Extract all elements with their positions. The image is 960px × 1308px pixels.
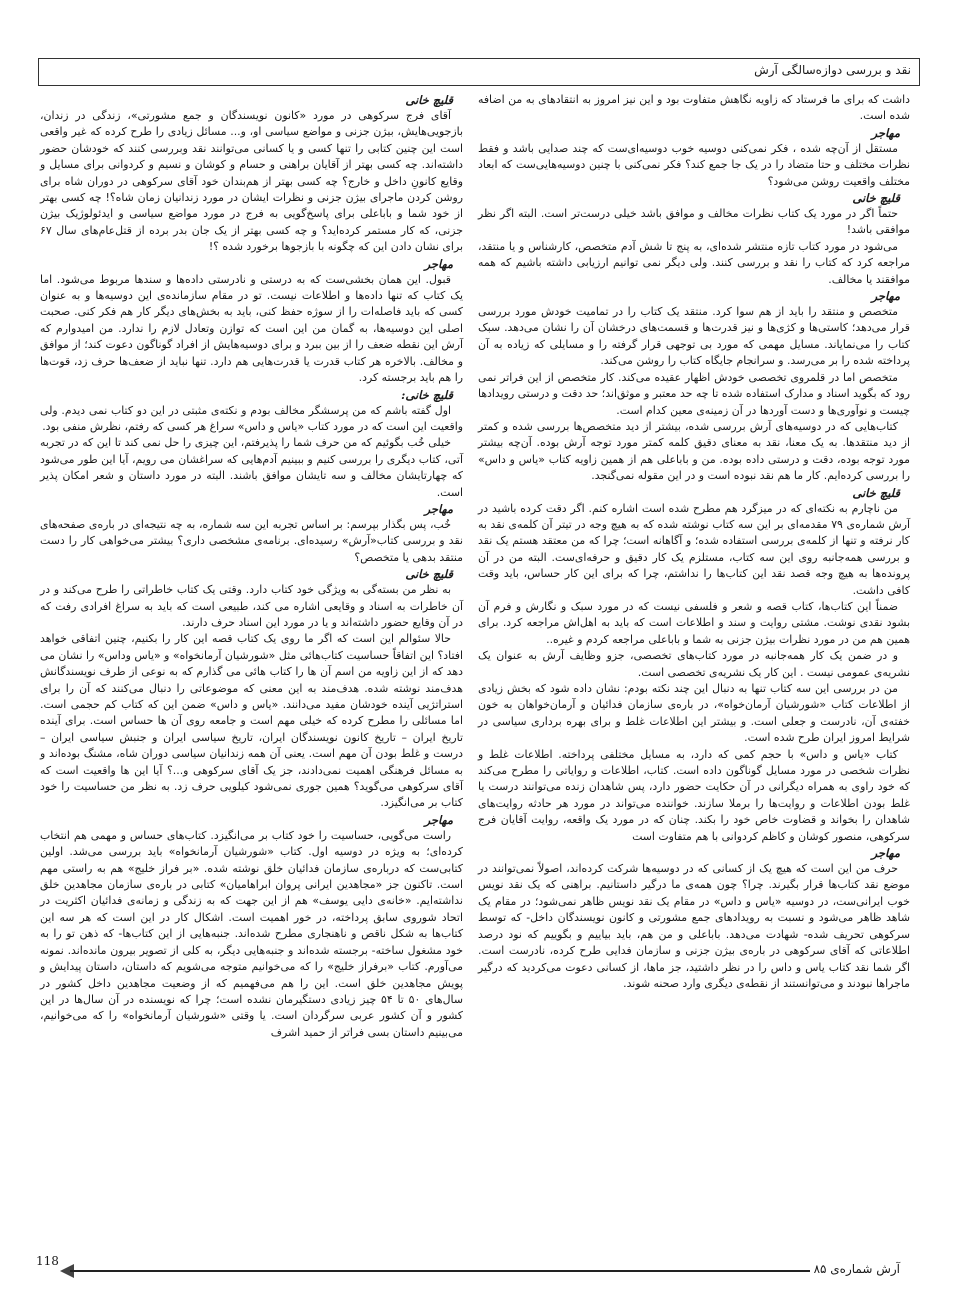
- paragraph: کتاب‌هایی که در دوسیه‌های آرش بررسی شده، بیشتر از دید متخصص‌ها بررسی شده و کمتر از دید منتقدها. به یک معنا، نقد به معنای دقیق کلمه کمتر مورد توجه آرش بوده. آن‌چه بیشتر مورد توجه بوده، دقت و درستی داده بوده. من و باباعلی هم از همین زاویه کتاب «یاس و داس» را بررسی کرده‌ایم. کار ما هم نقد نبوده است و در این مقوله نمی‌گنجد.: [478, 419, 910, 483]
- paragraph: به نظر من بسته‌گی به ویژگی خود کتاب دارد. وقتی یک کتاب خاطراتی را طرح می‌کند و در آن خاطرات به اسناد و وقایعی اشاره می کند، طبیعی است که باید به سراغ افرادی رفت که در آن وقایع حضور داشته‌اند و یا در مورد این اسناد حرف دارند.: [40, 583, 463, 629]
- paragraph: متخصص و منتقد را باید از هم سوا کرد. منتقد یک کتاب را در تمامیت خودش مورد بررسی قرار می‌دهد؛ کاستی‌ها و کژی‌ها و نیز قدرت‌ها و قسمت‌های درخشان آن را نشان می‌دهد. سبک کتاب را می‌نمایاند. مسایل مهمی که مورد بی توجهی قرار گرفته را و مسایلی که زیاده به آن پرداخته شده را بر می‌رسد. و سرانجام جایگاه کتاب را روشن می‌کند.: [478, 305, 910, 368]
- paragraph: آقای فرج سرکوهی در مورد «کانون نویسندگان و جمع مشورتی»، زندگی در زندان، بازجویی‌هایش، بیژن جزنی و مواضع سیاسی او، و... مسائل زیادی را طرح کرده که غیر واقعی است این چنین کتابی را تنها کسی و یا کسانی می‌توانند نقد وبررسی کنند که خودشان حضور داشته‌اند. چه کسی بهتر از آقایان براهنی و حسام و کوشان و نسیم و کردوانی برای مسایل و وقایع کانونِ داخل و خارج؟ چه کسی بهتر از هم‌بندان خود آقای سرکوهی در دوران شاه برای روشن کردن ماجرای بیژن جزنی و نظرات ایشان در مورد زندانیان زمان شاه؟! چه کسی بهتر از خود شما و باباعلی برای پاسخ‌گویی به فرج در مورد مواضع سیاسی و ایدئولوژیک بیژن جزنی، که کار مستمر کرده‌اید؟ و چه کسی بهتر از یک جان بدر برده از قتل‌عام‌های سال ۶۷ برای نشان دادن این که چگونه با بازجوها برخورد شده ؟!: [40, 109, 463, 254]
- paragraph: حالا سئوالم این است که اگر ما روی یک کتاب قصه این کار را بکنیم، چنین اتفاقی خواهد افتاد؟ این اتفاقاً حساسیت کتاب‌هائی مثل «شورشیان آرمانخواه» و «یاس وداس» را نشان می دهد که از این زاویه من اسم آن ها را کتاب هائی می گذارم که به نوعی از طرف نویسندگانش هدف‌مند نوشته شده. هدف‌مند به این معنی که موضوعاتی را دنبال می‌کنند که آن را برای استراتژیی آینده خودشان مفید می‌دانند. «یاس و داس» ضمن این که کتاب کم حجمی است. اما مسائلی را مطرح کرده که خیلی مهم است و جامعه روی آن ها حساس است. برای آینده تاریخ ایران – تاریخ کانون نویسندگان ایران، تاریخ سیاسی ایران و جنبش سیاسی ایران – درست و غلط بودن آن مهم است. یعنی آن همه زندانیان سیاسی دوران شاه، مشنگ بوده‌اند و به مسائل فرهنگی اهمیت نمی‌دادند، جز یک آقای سرکوهی و...؟ آیا این ها واقعیت است که آقای سرکوهی می‌گوید؟ همین جوری نمی‌شود کیلویی حرف زد. به نظر من حساسیت را خود کتاب بر می‌انگیزد.: [40, 632, 463, 810]
- speaker-label: مهاجر: [424, 812, 453, 827]
- speaker-label: مهاجر: [424, 256, 453, 271]
- paragraph: متخصص اما در قلمروی تخصصی خودش اظهار عقیده می‌کند. کار متخصص از این فراتر نمی رود که بگوید اسناد و مدارک استفاده شده تا چه حد معتبر و موثق‌اند؛ حد دقت و درستی رویدادها چیست و نوآوری‌ها و دست آوردها در آن زمینه‌ی معین کدام است.: [478, 370, 910, 417]
- speaker-label: مهاجر: [871, 289, 900, 304]
- paragraph: حرف من این است که هیچ یک از کسانی که در دوسیه‌ها شرکت کرده‌اند، اصولاً نمی‌توانند در موضع نقد کتاب‌ها قرار بگیرند. چرا؟ چون همه‌ی ما درگیر داستانیم. براهنی که یک نقد نویس خوب ایرانی‌ست، در دوسیه «یاس و داس» در مقام یک نقد نویس ظاهر نمی‌شود؛ در مقام یک شاهد ظاهر می‌شود و نسبت به رویدادهای جمع مشورتی و کانون نویسندگان داخل- که توسط سرکوهی تحریف شده- شهادت می‌دهد. باباعلی و من هم، باید بیاییم و بگوییم که نود درصد اطلاعاتی که آقای سرکوهی در باره‌ی بیژن جزنی و سازمان فدایی طرح کرده، نادرست است. اگر شما نقد کتاب یاس و داس را در نظر داشتید، جز ماها، از کسانی دعوت می‌کردید که درگیر ماجراها نبودند و می‌توانستند از نقطه‌ی دیگری وارد صحنه شوند.: [478, 862, 910, 990]
- speaker-label: قلیچ خانی: [852, 485, 900, 500]
- running-header-title: نقد و بررسی دوازه‌سالگی آرش: [754, 63, 911, 77]
- running-header: [38, 58, 920, 86]
- paragraph: من ناچارم به نکته‌ای که در میزگرد هم مطرح شده است اشاره کنم. اگر دقت کرده باشید در آرش شماره‌ی ۷۹ مقدمه‌ای بر این سه کتاب نوشته شده که به هیچ وجه در تیتر آن کلمه‌ی نقد به کار نرفته و تنها از کلمه‌ی بررسی استفاده شده؛ و آگاهانه است؛ چرا که من معتقد هستم یک نقد و بررسی همه‌جانبه روی این سه کتاب، مستلزم یک کار دقیق و حرفه‌ای‌ست. البته من در آن پرونده‌ها به هیچ وجه قصد نقد این کتاب‌ها را نداشتم، چرا که برای این کار حساس، باید وقت کافی داشت.: [478, 501, 911, 597]
- paragraph: حتماً اگر در مورد یک کتاب نظرات مخالف و موافق باشد خیلی درست‌تر است. البته اگر نظر موافقی باشد!: [478, 207, 910, 237]
- paragraph: ضمناً این کتاب‌ها، کتاب قصه و شعر و فلسفی نیست که در مورد سبک و نگارش و فرم آن بشود نقدی نوشت. مشتی روایت و سند و اطلاعات است که باید به اهل‌اش مراجعه کرد. برای همین هم من در مورد نظرات بیژن جزنی به شما و باباعلی مراجعه کردم و غیره..: [478, 599, 910, 646]
- paragraph: و در ضمن یک کار همه‌جانبه در مورد کتاب‌های تخصصی، جزو وظایف آرش به عنوان یک نشریه‌ی عمومی نیست . این کار یک نشریه‌ی تخصصی است.: [478, 649, 910, 679]
- paragraph: مستقل از آن‌چه شده ، فکر نمی‌کنی دوسیه خوب دوسیه‌ای‌ست که چند صدایی باشد و فقط نظرات مختلف و حتا متضاد را در یک جا جمع کند؟ فکر نمی‌کنی با چنین دوسیه‌هایی‌ست که ابعاد مختلف واقعیت روشن می‌شود؟: [478, 141, 910, 188]
- paragraph: من در بررسی این سه کتاب تنها به دنبال این چند نکته بودم: نشان داده شود که بخش زیادی از اطلاعات کتاب «شورشیان آرمان‌خواه»، در باره‌ی سازمان فدائیان و آرمان‌خواهان به خون خفته‌ی آن، نادرست و جعلی است. و بیشتر این اطلاعات غلط و برای بهره برداری سیاسی در شرایط امروز ایران طرح شده است.: [478, 682, 910, 745]
- footer-rule: [70, 1270, 810, 1272]
- paragraph: کتاب «یاس و داس» با حجم کمی که دارد، به مسایل مختلفی پرداخته. اطلاعات غلط و نظرات شخصی در مورد مسایل گوناگون داده است. کتاب، اطلاعات و روایاتی را مطرح می‌کند که خود راوی به همراه دیگرانی در آن حکایت حضور دارد، پس شاهدان زنده می‌توانند درست یا غلط بودن اطلاعات و روایت‌ها را برملا سازند. خواننده می‌تواند در مورد هر حادثه روایت‌های شاهدان را بخواند و قضاوت خاص خود را بکند. چنان که در مورد یک واقعه، روایت آقایان فرج سرکوهی، منصور کوشان و کاظم کردوانی با هم متفاوت است: [478, 747, 910, 843]
- page-footer: [30, 1250, 930, 1290]
- paragraph: اول گفته باشم که من پرسشگر مخالف بودم و نکته‌ی مثبتی در این دو کتاب نمی دیدم. ولی واقعیت این است که در مورد کتاب «یاس و داس» سراغ هر کسی که رفتم، نظرش منفی بود.: [40, 403, 463, 433]
- speaker-label: قلیچ خانی: [405, 93, 453, 107]
- text-column-left: [40, 92, 463, 1041]
- page-number: 118: [36, 1254, 59, 1268]
- paragraph: خُب، پس بگذار بپرسم: بر اساس تجربه این سه شماره، به چه نتیجه‌ای در باره‌ی صفحه‌های نقد و بررسی کتاب«آرش» رسیده‌ای. برنامه‌ی مشخصی داری؟ بیشتر می‌خواهی کار را دست منتقد بدهی یا متخصص؟: [40, 517, 463, 564]
- paragraph: می‌شود در مورد کتاب تازه منتشر شده‌ای، به پنج تا شش آدم متخصص، کارشناس و یا منتقد، مراجعه کرد که کتاب را نقد و بررسی کنند. ولی دیگر نمی توانیم ارزیابی داشته باشیم که همه موافقند یا مخالف.: [478, 239, 910, 286]
- speaker-label: قلیچ خانی: [405, 567, 453, 582]
- issue-label: آرش شماره‌ی ۸۵: [813, 1262, 900, 1276]
- speaker-label: مهاجر: [424, 501, 453, 516]
- paragraph: راست می‌گویی، حساسیت را خود کتاب بر می‌انگیزد. کتاب‌های حساس و مهمی هم انتخاب کرده‌ای؛ به ویژه در دوسیه اول. کتاب «شورشیان آرمانخواه» باید بررسی می‌شد. اولین کتابی‌ست که درباره‌ی سازمان فدائیان خلق نوشته شده. «بر فراز خلیج» هم به راستی مهم است. تاکنون جز «مجاهدین ایرانی پروان ابراهامیان» کتابی در باره‌ی سازمان مجاهدین خلق نداشته‌ایم. «خانه‌ی دایی یوسف» هم از این جهت که به زندگی و زمانه‌ی فدائیان اکثریت در اتحاد شوروی سابق پرداخته، در خور اهمیت است. اشکال کار در این است که هر سه این کتاب‌ها به شکل ناقص و ناهنجاری مطرح شده‌اند. جنبه‌هایی از این کتاب‌ها- که ذهن تو را به خود مشغول ساخته- برجسته شده‌اند و جنبه‌هایی دیگر، به کلی از تصویر بیرون مانده‌اند. نمونه می‌آورم. کتاب «برفراز خلیج» را که می‌خوانیم متوجه می‌شویم که داستان، داستان پیدایش و پویش مجاهدین خلق است. این را هم می‌فهمیم که از وضعیت مجاهدین داخل کشور در سال‌های ۵۰ تا ۵۴ چیز زیادی دستگیرمان نشده است؛ چرا که نویسنده در آن سال‌ها در این کشور و آن کشور عربی سرگردان است. یا وقتی «شورشیان آرمانخواه» را که می‌خوانیم، می‌بینیم داستان بسی فراتر از حمید اشرف: [40, 828, 463, 1039]
- paragraph: قبول. این همان بخشی‌ست که به درستی و نادرستی داده‌ها و سندها مربوط می‌شود. اما یک کتاب که تنها داده‌ها و اطلاعات نیست. تو در مقام سازمانده‌ی این دوسیه‌ها و به عنوان کسی که باید فاصله‌ات را از سوژه حفظ کنی، باید به بخش‌های دیگر کار هم فکر کنی. صحبت اصلی این دوسیه‌ها، به گمان من این است که توازن وتعادل لازم را ندارد. من امیدوارم که آرش این نقطه ضعف را از بین ببرد و برای دوسیه‌هایش از افراد گوناگون دعوت کند؛ از موافق و مخالف. بالاخره هر کتاب قدرت یا قدرت‌هایی هم دارد. تنها نباید از ضعف‌ها حرف زد، قوت‌ها را هم باید برجسته کرد.: [40, 272, 463, 385]
- text-column-right: [478, 92, 910, 992]
- speaker-label: مهاجر: [871, 125, 900, 140]
- speaker-label: مهاجر: [871, 846, 900, 861]
- paragraph: داشت که برای ما فرستاد که زاویه نگاهش متفاوت بود و این نیز امروز به انتقادهای به من اضافه شده است.: [478, 93, 910, 123]
- speaker-label: قلیچ خانی:: [401, 387, 453, 402]
- paragraph: خیلی خُب بگوئیم که من حرف شما را پذیرفتم، این چیزی را حل نمی کند تا این که در تجربه آتی، کتاب دیگری را بررسی کنیم و ببینیم آدم‌هایی که سراغشان می رویم، آیا این طور می‌شود که چهارتایشان مخالف و سه تایشان موافق باشند. البته در مورد داستان و شعر امکان پذیر است.: [40, 436, 463, 499]
- speaker-label: قلیچ خانی: [852, 191, 900, 206]
